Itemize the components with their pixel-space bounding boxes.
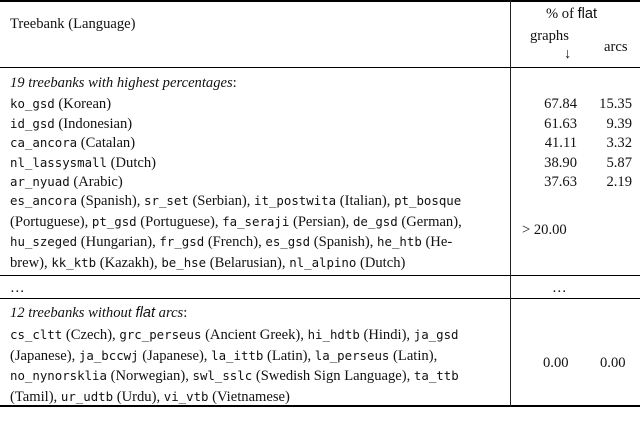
language-text: (Persian), <box>289 213 353 230</box>
treebank-code: ta_ttb <box>413 368 459 383</box>
language-text: (Czech), <box>62 327 120 343</box>
treebank-code: cs_cltt <box>10 327 63 342</box>
graphs-value: 37.63 <box>544 174 577 190</box>
section-title-without-flat <box>10 304 187 322</box>
section-rule <box>0 275 640 276</box>
header-flat-word: flat <box>577 6 598 22</box>
arcs-value: 9.39 <box>606 115 632 132</box>
header-percent-prefix: % of <box>546 6 578 22</box>
treebank-code: fr_gsd <box>159 234 205 249</box>
ellipsis-left: … <box>10 280 25 296</box>
language-text: (Latin), <box>389 347 438 364</box>
grouped-line <box>10 254 405 272</box>
language-text: (Japanese), <box>10 347 79 364</box>
section-title-highest <box>10 74 237 92</box>
graphs-value: 38.90 <box>544 154 577 171</box>
arcs-value: 3.32 <box>606 135 632 151</box>
language-text: (Spanish), <box>310 234 378 250</box>
graphs-value: 41.11 <box>544 135 577 151</box>
treebank-code: hu_szeged <box>10 234 78 249</box>
zero-flat-line <box>10 367 459 385</box>
language-text: (Swedish Sign Language), <box>252 368 414 384</box>
treebank-code: ar_nyuad <box>10 174 70 189</box>
language-text: (Belarusian), <box>206 254 290 271</box>
graphs-value: 67.84 <box>544 96 577 112</box>
zero-flat-line <box>10 326 459 344</box>
grouped-line <box>10 192 461 210</box>
language-name: (Catalan) <box>77 135 136 151</box>
treebank-code: nl_lassysmall <box>10 154 107 170</box>
graphs-value: 61.63 <box>544 115 577 132</box>
language-text: (German), <box>397 213 462 230</box>
section-title-bottom-word: flat <box>135 305 155 321</box>
grouped-line <box>10 233 452 251</box>
treebank-code: ja_gsd <box>413 327 459 342</box>
arcs-value: 15.35 <box>599 96 632 112</box>
section-title-bottom-colon: : <box>183 305 188 321</box>
language-text: (Portuguese), <box>10 213 92 230</box>
treebank-code: grc_perseus <box>119 327 202 342</box>
table-row <box>10 95 111 113</box>
treebank-code: nl_alpino <box>289 254 357 270</box>
language-text: (Vietnamese) <box>208 388 290 405</box>
treebank-code: be_hse <box>161 254 207 270</box>
language-text: (He- <box>421 234 453 250</box>
language-text: (Ancient Greek), <box>201 327 308 343</box>
zero-graphs-value: 0.00 <box>543 355 569 371</box>
group-value: > 20.00 <box>522 222 567 238</box>
language-text: (French), <box>204 234 266 250</box>
treebank-code: es_ancora <box>10 193 78 208</box>
treebank-code: swl_sslc <box>192 368 253 383</box>
treebank-code: vi_vtb <box>163 388 209 404</box>
zero-flat-line <box>10 388 290 406</box>
language-text: (Portuguese), <box>136 213 223 230</box>
treebank-code: ur_udtb <box>60 388 114 404</box>
section-title-bottom-pre: 12 treebanks without <box>10 305 136 321</box>
treebank-code: id_gsd <box>10 115 55 131</box>
zero-flat-line <box>10 347 437 365</box>
section-title-text: 19 treebanks with highest percentages <box>10 75 233 91</box>
treebank-code: ko_gsd <box>10 96 55 111</box>
table-row <box>10 115 132 133</box>
arcs-value: 5.87 <box>606 154 632 171</box>
language-text: (Dutch) <box>356 254 406 271</box>
treebank-code: no_nynorsklia <box>10 368 107 383</box>
ellipsis-rule <box>0 298 640 299</box>
section-title-colon: : <box>232 75 237 91</box>
language-name: (Indonesian) <box>54 115 133 132</box>
language-text: (Latin), <box>263 347 315 364</box>
language-text: (Spanish), <box>77 193 145 209</box>
language-name: (Dutch) <box>106 154 157 171</box>
header-percent-flat <box>546 5 597 23</box>
language-text: (Serbian), <box>188 193 255 209</box>
treebank-code: ja_bccwj <box>78 347 139 363</box>
section-title-bottom-post: arcs <box>155 305 184 321</box>
language-name: (Korean) <box>54 96 112 112</box>
table-row <box>10 173 123 191</box>
language-text: (Japanese), <box>138 347 212 364</box>
header-arcs: arcs <box>604 39 628 55</box>
language-text: (Hindi), <box>359 327 414 343</box>
header-treebank-language: Treebank (Language) <box>10 16 136 32</box>
treebank-code: sr_set <box>144 193 189 208</box>
language-text: (Hungarian), <box>77 234 160 250</box>
treebank-code: de_gsd <box>352 213 398 229</box>
zero-arcs-value: 0.00 <box>600 355 626 371</box>
treebank-code: es_gsd <box>265 234 311 249</box>
header-rule <box>0 67 640 68</box>
header-graphs: graphs <box>530 28 569 44</box>
treebank-code: he_htb <box>377 234 422 249</box>
treebank-code: pt_bosque <box>394 193 462 208</box>
arcs-value: 2.19 <box>606 174 632 190</box>
ellipsis-right: … <box>552 280 567 296</box>
treebank-code: la_ittb <box>211 347 264 363</box>
table-row <box>10 154 156 172</box>
language-text: (Urdu), <box>113 388 164 405</box>
language-text: (Tamil), <box>10 388 61 405</box>
language-text: (Norwegian), <box>106 368 193 384</box>
language-text: brew), <box>10 254 52 271</box>
treebank-code: fa_seraji <box>222 213 290 229</box>
top-rule <box>0 0 640 2</box>
language-text: (Kazakh), <box>96 254 162 271</box>
language-name: (Arabic) <box>69 174 123 190</box>
treebank-code: kk_ktb <box>51 254 97 270</box>
treebank-code: hi_hdtb <box>307 327 360 342</box>
sort-arrow-icon: ↓ <box>564 46 572 62</box>
language-text: (Italian), <box>336 193 395 209</box>
treebank-code: pt_gsd <box>91 213 137 229</box>
table-row <box>10 134 135 152</box>
treebank-code: ca_ancora <box>10 135 78 150</box>
treebank-code: it_postwita <box>254 193 337 208</box>
grouped-line <box>10 213 462 231</box>
treebank-code: la_perseus <box>314 347 390 363</box>
column-divider <box>510 0 511 407</box>
